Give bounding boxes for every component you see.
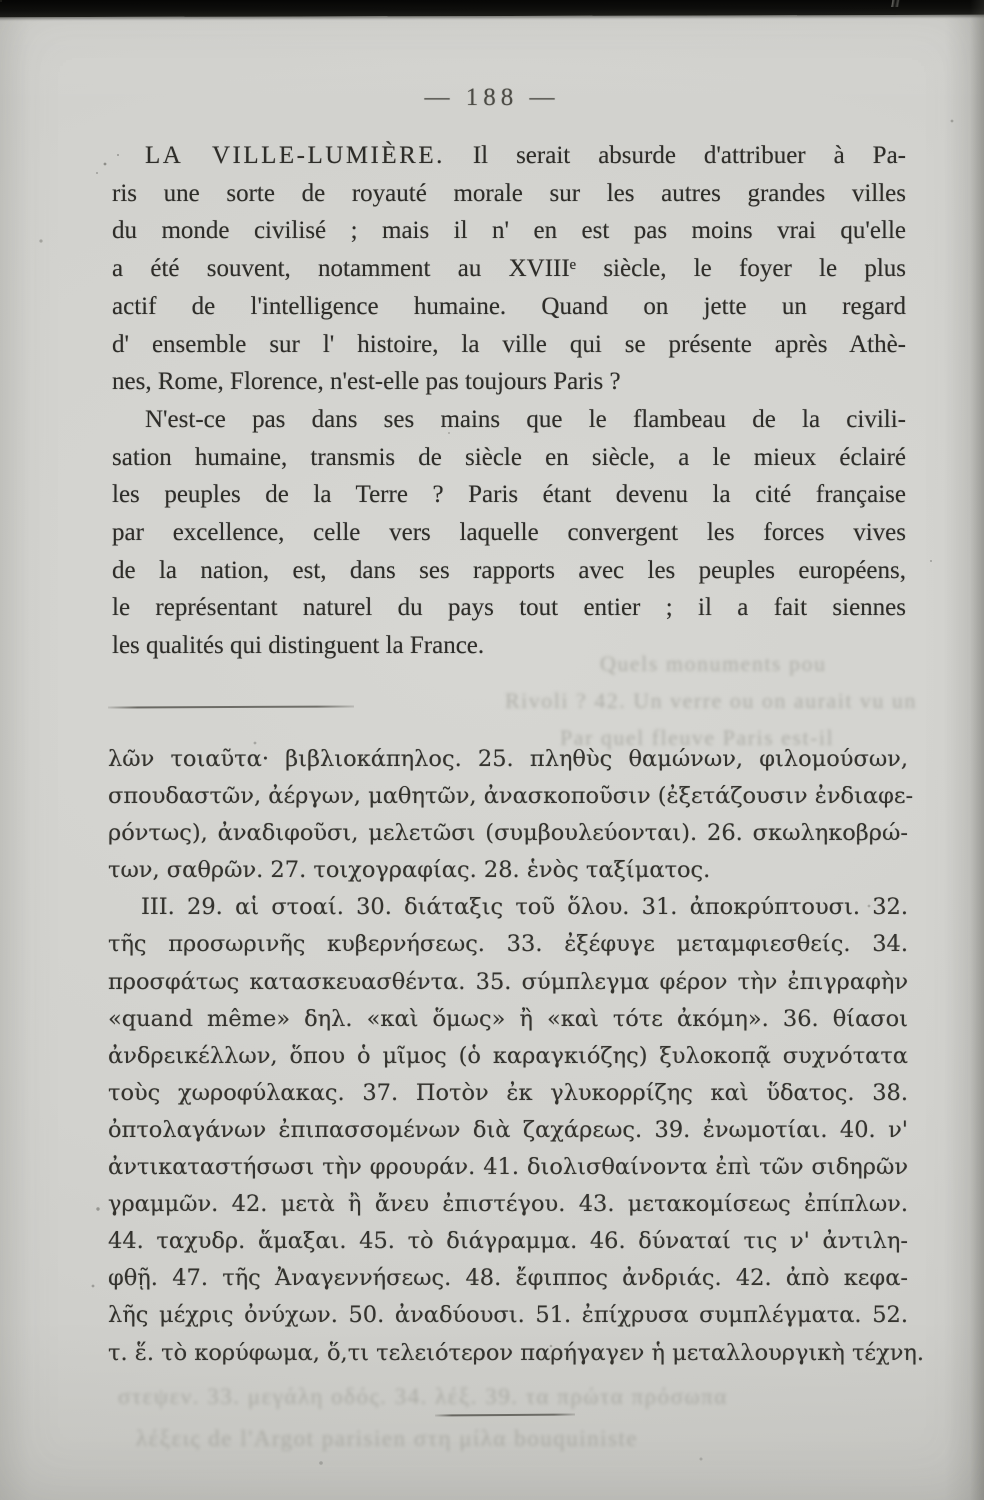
paper-speckles: [0, 0, 2, 2]
french-line-text: Il serait absurde d'attribuer à Pa-: [472, 142, 907, 169]
greek-line: τῆς προσωρινῆς κυβερνήσεως. 33. ἐξέφυγε μεταμφιεσθείς. 34.: [108, 931, 908, 958]
french-line: les peuples de la Terre ? Paris étant devenu la cité française: [112, 481, 906, 509]
section-title: LA VILLE-LUMIÈRE.: [145, 142, 445, 169]
french-line: les qualités qui distinguent la France.: [112, 632, 485, 660]
french-line: [112, 137, 906, 175]
greek-line: τ. ἕ. τὸ κορύφωμα, ὅ,τι τελειότερον παρήγαγεν ἡ μεταλλουργικὴ τέχνη.: [108, 1339, 925, 1366]
greek-line: γραμμῶν. 42. μετὰ ἢ ἄνευ ἐπιστέγου. 43. μετακομίσεως ἐπίπλων.: [108, 1191, 908, 1218]
french-line: nes, Rome, Florence, n'est-elle pas toujours Paris ?: [112, 368, 621, 396]
ghost-line: Par quel fleuve Paris est-il: [560, 725, 835, 750]
ghost-line: Quels monuments pou: [600, 651, 827, 676]
french-line: de la nation, est, dans ses rapports avec les peuples européens,: [112, 556, 906, 584]
french-line: du monde civilisé ; mais il n' en est pas moins vrai qu'elle: [112, 217, 906, 245]
french-line: d' ensemble sur l' histoire, la ville qui se présente après Athè-: [112, 330, 906, 358]
ghost-line: Rivoli ? 42. Un verre ou on aurait vu un: [505, 688, 917, 713]
greek-line: «quand même» δηλ. «καὶ ὅμως» ἢ «καὶ τότε ἀκόμη». 36. θίασοι: [108, 1005, 908, 1032]
greek-line: φθῇ. 47. τῆς Ἀναγεννήσεως. 48. ἔφιππος ἀνδριάς. 42. ἀπὸ κεφα-: [108, 1265, 908, 1292]
greek-line: ἀνδρεικέλλων, ὅπου ὁ μῖμος (ὁ καραγκιόζης) ξυλοκοπᾷ συχνότατα: [108, 1042, 908, 1069]
greek-line: λῶν τοιαῦτα· βιβλιοκάπηλος. 25. πληθὺς θαμώνων, φιλομούσων,: [108, 746, 908, 772]
greek-line: προσφάτως κατασκευασθέντα. 35. σύμπλεγμα φέρον τὴν ἐπιγραφὴν: [108, 968, 908, 995]
greek-line: 44. ταχυδρ. ἅμαξαι. 45. τὸ διάγραμμα. 46. δύναταί τις ν' ἀντιλη-: [108, 1228, 908, 1255]
greek-line: των, σαθρῶν. 27. τοιχογραφίας. 28. ἑνὸς ταξίματος.: [108, 857, 711, 884]
french-line: le représentant naturel du pays tout entier ; il a fait siennes: [112, 594, 906, 622]
french-line: a été souvent, notamment au XVIIIᵉ siècle, le foyer le plus: [112, 255, 906, 283]
scan-edge-top: [0, 0, 984, 17]
show-through-text-right: [505, 645, 965, 756]
french-line: sation humaine, transmis de siècle en siècle, a le mieux éclairé: [112, 443, 906, 471]
greek-line: ὀπτολαγάνων ἐπιπασσομένων διὰ ζαχάρεως. 39. ἐνωμοτίαι. 40. ν': [108, 1116, 908, 1143]
french-line: ris une sorte de royauté morale sur les autres grandes villes: [112, 179, 906, 207]
greek-line: III. 29. αἱ στοαί. 30. διάταξις τοῦ ὅλου. 31. ἀποκρύπτουσι. 32.: [141, 894, 908, 921]
scan-edge-scratch: [878, 0, 912, 7]
greek-line: λῆς μέχρις ὀνύχων. 50. ἀναδύουσι. 51. ἐπίχρυσα συμπλέγματα. 52.: [108, 1302, 908, 1329]
french-line: actif de l'intelligence humaine. Quand on jette un regard: [112, 292, 906, 320]
greek-notes-block: [108, 741, 925, 1372]
page-edge-shadow: [970, 0, 984, 1500]
greek-line: σπουδαστῶν, ἀέργων, μαθητῶν, ἀνασκοποῦσιν (ἐξετάζουσιν ἐνδιαφε-: [108, 783, 914, 810]
ghost-line: λέξεις de l'Argot parisien στη μίλα bouquiniste: [136, 1426, 639, 1451]
page-number: — 188 —: [424, 84, 560, 111]
french-line: par excellence, celle vers laquelle convergent les forces vives: [112, 519, 906, 547]
greek-line: ἀντικαταστήσωσι τὴν φρουράν. 41. διολισθαίνοντα ἐπὶ τῶν σιδηρῶν: [108, 1154, 908, 1181]
greek-line: ρόντως), ἀναδιφοῦσι, μελετῶσι (συμβουλεύονται). 26. σκωληκοβρώ-: [108, 820, 908, 847]
greek-line: τοὺς χωροφύλακας. 37. Ποτὸν ἐκ γλυκορρίζης καὶ ὕδατος. 38.: [108, 1079, 908, 1106]
french-line: N'est-ce pas dans ses mains que le flambeau de la civili-: [145, 405, 906, 433]
french-text-block: [112, 137, 906, 665]
section-divider: [108, 705, 354, 708]
show-through-text-bottom: [118, 1376, 963, 1460]
ghost-line: στεψεν. 33. μεγάλη οδός. 34. λέξ. 39. τα πρώτα πρόσωπα: [118, 1384, 728, 1409]
